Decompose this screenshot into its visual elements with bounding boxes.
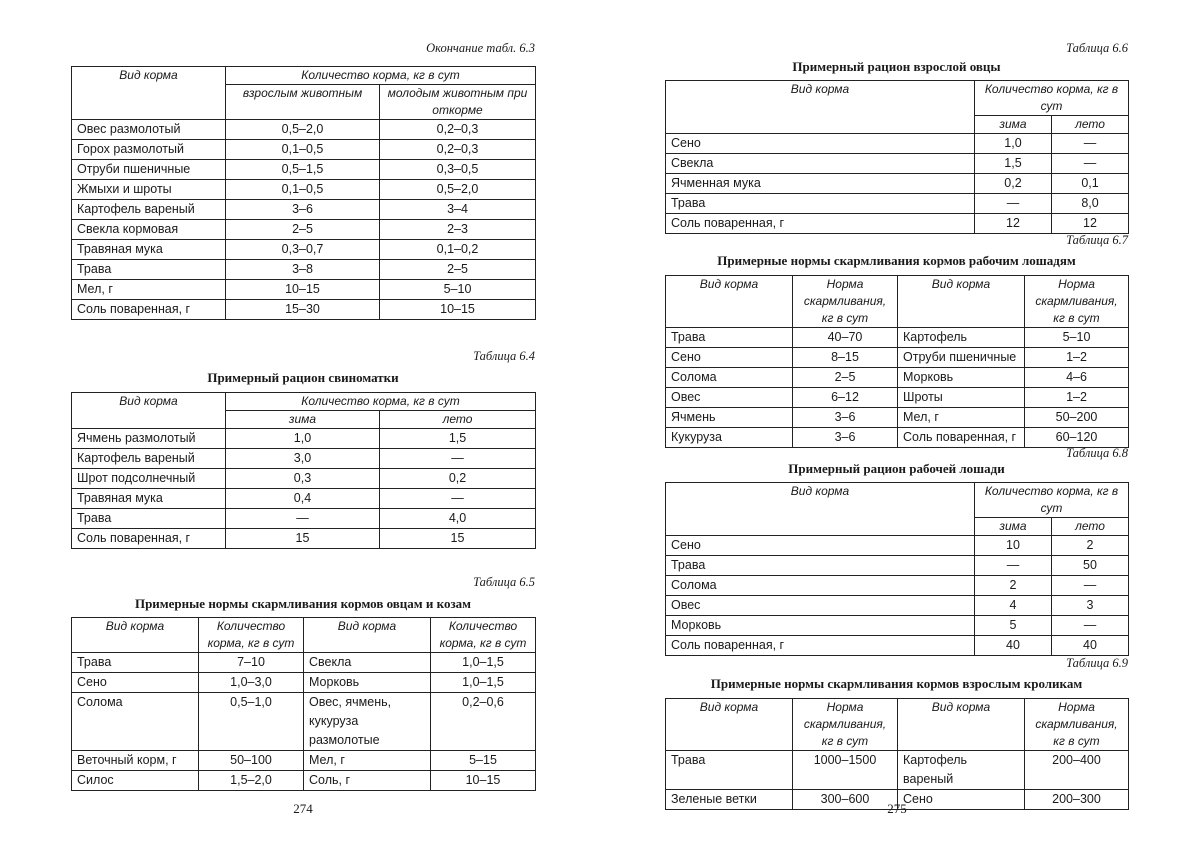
value-cell: 200–400	[1025, 751, 1129, 790]
table-6-3-body	[72, 120, 536, 320]
value-cell: 50–200	[1025, 408, 1129, 428]
table-row	[72, 429, 536, 449]
feed-name-cell: Морковь	[304, 673, 431, 693]
value-cell: 0,2–0,6	[431, 693, 536, 751]
feed-name-cell: Соль поваренная, г	[666, 214, 975, 234]
value-cell: 4–6	[1025, 368, 1129, 388]
table-6-7-title: Примерные нормы скармливания кормов рабочим лошадям	[717, 253, 1076, 268]
value-cell: 0,2	[975, 174, 1052, 194]
value-cell: 2–5	[793, 368, 898, 388]
table-6-9-title: Примерные нормы скармливания кормов взрослым кроликам	[710, 676, 1083, 691]
table-row	[666, 751, 1129, 790]
feed-name-cell: Картофель вареный	[72, 449, 226, 469]
feed-name-cell: Овес, ячмень, кукуруза размолотые	[304, 693, 431, 751]
value-cell: —	[380, 489, 536, 509]
value-cell: 6–12	[793, 388, 898, 408]
table-6-7-number: Таблица 6.7	[1066, 233, 1128, 247]
feed-name-cell: Горох размолотый	[72, 140, 226, 160]
value-cell: 0,2–0,3	[380, 120, 536, 140]
table-row	[72, 529, 536, 549]
header-feed-norm: Норма скармливания, кг в сут	[793, 276, 898, 328]
feed-name-cell: Свекла кормовая	[72, 220, 226, 240]
feed-name-cell: Сено	[666, 348, 793, 368]
table-row	[666, 576, 1129, 596]
table-row	[72, 160, 536, 180]
table-6-6	[665, 80, 1129, 234]
table-row	[666, 616, 1129, 636]
value-cell: 0,5–1,5	[226, 160, 380, 180]
table-row	[666, 368, 1129, 388]
value-cell: 1,0–3,0	[199, 673, 304, 693]
table-row	[72, 653, 536, 673]
value-cell: 5–10	[380, 280, 536, 300]
value-cell: 2	[975, 576, 1052, 596]
value-cell: 12	[975, 214, 1052, 234]
value-cell: 10–15	[380, 300, 536, 320]
value-cell: 10–15	[431, 771, 536, 791]
value-cell: 3–6	[226, 200, 380, 220]
feed-name-cell: Травяная мука	[72, 489, 226, 509]
feed-name-cell: Мел, г	[72, 280, 226, 300]
feed-name-cell: Сено	[666, 536, 975, 556]
table-row	[72, 673, 536, 693]
table-row	[72, 240, 536, 260]
value-cell: 300–600	[793, 790, 898, 810]
value-cell: 50–100	[199, 751, 304, 771]
header-summer: лето	[1052, 116, 1129, 134]
table-row	[72, 771, 536, 791]
value-cell: 1,5–2,0	[199, 771, 304, 791]
value-cell: —	[975, 556, 1052, 576]
feed-name-cell: Картофель	[898, 328, 1025, 348]
value-cell: 50	[1052, 556, 1129, 576]
value-cell: 3–8	[226, 260, 380, 280]
table-row	[72, 693, 536, 751]
feed-name-cell: Трава	[666, 194, 975, 214]
value-cell: 1,0	[975, 134, 1052, 154]
feed-name-cell: Силос	[72, 771, 199, 791]
header-summer: лето	[1052, 518, 1129, 536]
table-row	[72, 180, 536, 200]
table-row	[666, 596, 1129, 616]
table-6-6-number: Таблица 6.6	[1066, 41, 1128, 55]
header-feed-norm: Норма скармливания, кг в сут	[1025, 699, 1129, 751]
table-6-9	[665, 698, 1129, 810]
value-cell: 2–5	[380, 260, 536, 280]
feed-name-cell: Трава	[72, 653, 199, 673]
table-row	[666, 214, 1129, 234]
header-feed-quantity: Количество корма, кг в сут	[199, 618, 304, 653]
table-row	[72, 280, 536, 300]
value-cell: 2–3	[380, 220, 536, 240]
feed-name-cell: Солома	[666, 576, 975, 596]
table-6-4-number: Таблица 6.4	[473, 349, 535, 363]
table-6-8-body	[666, 536, 1129, 656]
value-cell: 0,3–0,7	[226, 240, 380, 260]
feed-name-cell: Шроты	[898, 388, 1025, 408]
table-row	[666, 536, 1129, 556]
table-6-7	[665, 275, 1129, 448]
value-cell: 3–4	[380, 200, 536, 220]
table-6-8-title: Примерный рацион рабочей лошади	[788, 461, 1005, 476]
value-cell: 4	[975, 596, 1052, 616]
table-row	[666, 328, 1129, 348]
value-cell: 0,5–1,0	[199, 693, 304, 751]
value-cell: 3,0	[226, 449, 380, 469]
feed-name-cell: Жмыхи и шроты	[72, 180, 226, 200]
value-cell: 1,0–1,5	[431, 653, 536, 673]
value-cell: 0,2	[380, 469, 536, 489]
value-cell: 3	[1052, 596, 1129, 616]
value-cell: 1,5	[380, 429, 536, 449]
table-6-5	[71, 617, 536, 791]
header-young: молодым животным при откорме	[380, 85, 536, 120]
table-row	[72, 469, 536, 489]
header-adult: взрослым животным	[226, 85, 380, 120]
table-row	[666, 388, 1129, 408]
table-row	[666, 556, 1129, 576]
feed-name-cell: Трава	[666, 556, 975, 576]
table-6-4-body	[72, 429, 536, 549]
table-6-9-number: Таблица 6.9	[1066, 656, 1128, 670]
value-cell: —	[1052, 134, 1129, 154]
header-winter: зима	[975, 518, 1052, 536]
table-6-5-title: Примерные нормы скармливания кормов овцам и козам	[134, 596, 472, 611]
page-number: 275	[887, 801, 907, 816]
feed-name-cell: Овес	[666, 388, 793, 408]
header-feed-norm: Норма скармливания, кг в сут	[793, 699, 898, 751]
feed-name-cell: Сено	[666, 134, 975, 154]
table-row	[666, 154, 1129, 174]
header-feed-kind: Вид корма	[72, 67, 226, 120]
value-cell: 0,1–0,2	[380, 240, 536, 260]
value-cell: 1000–1500	[793, 751, 898, 790]
table-6-5-body	[72, 653, 536, 791]
table-6-3	[71, 66, 536, 320]
value-cell: 200–300	[1025, 790, 1129, 810]
value-cell: 0,1	[1052, 174, 1129, 194]
feed-name-cell: Кукуруза	[666, 428, 793, 448]
table-row	[666, 428, 1129, 448]
feed-name-cell: Мел, г	[898, 408, 1025, 428]
value-cell: 8–15	[793, 348, 898, 368]
table-row	[666, 636, 1129, 656]
value-cell: 0,3–0,5	[380, 160, 536, 180]
value-cell: 0,5–2,0	[380, 180, 536, 200]
value-cell: 1–2	[1025, 388, 1129, 408]
table-row	[72, 120, 536, 140]
header-feed-quantity: Количество корма, кг в сут	[975, 81, 1129, 116]
value-cell: —	[1052, 616, 1129, 636]
feed-name-cell: Отруби пшеничные	[72, 160, 226, 180]
table-row	[72, 509, 536, 529]
header-feed-kind: Вид корма	[666, 276, 793, 328]
value-cell: 1–2	[1025, 348, 1129, 368]
feed-name-cell: Травяная мука	[72, 240, 226, 260]
value-cell: 15	[380, 529, 536, 549]
table-row	[72, 140, 536, 160]
header-feed-quantity: Количество корма, кг в сут	[226, 67, 536, 85]
feed-name-cell: Соль поваренная, г	[72, 300, 226, 320]
header-feed-quantity: Количество корма, кг в сут	[226, 393, 536, 411]
value-cell: —	[975, 194, 1052, 214]
feed-name-cell: Солома	[72, 693, 199, 751]
header-winter: зима	[226, 411, 380, 429]
header-feed-kind: Вид корма	[666, 699, 793, 751]
table-row	[72, 751, 536, 771]
feed-name-cell: Трава	[666, 751, 793, 790]
table-row	[72, 200, 536, 220]
value-cell: 3–6	[793, 408, 898, 428]
value-cell: 10–15	[226, 280, 380, 300]
value-cell: 8,0	[1052, 194, 1129, 214]
feed-name-cell: Ячмень размолотый	[72, 429, 226, 449]
value-cell: 0,4	[226, 489, 380, 509]
feed-name-cell: Морковь	[898, 368, 1025, 388]
feed-name-cell: Отруби пшеничные	[898, 348, 1025, 368]
feed-name-cell: Соль поваренная, г	[666, 636, 975, 656]
value-cell: 40	[1052, 636, 1129, 656]
header-feed-quantity: Количество корма, кг в сут	[431, 618, 536, 653]
feed-name-cell: Соль, г	[304, 771, 431, 791]
feed-name-cell: Картофель вареный	[72, 200, 226, 220]
value-cell: 5–15	[431, 751, 536, 771]
header-feed-kind: Вид корма	[898, 699, 1025, 751]
value-cell: 0,1–0,5	[226, 180, 380, 200]
header-summer: лето	[380, 411, 536, 429]
value-cell: 2–5	[226, 220, 380, 240]
table-6-8	[665, 482, 1129, 656]
table-row	[666, 174, 1129, 194]
table-row	[72, 489, 536, 509]
page-number: 274	[293, 801, 313, 816]
feed-name-cell: Трава	[72, 509, 226, 529]
feed-name-cell: Трава	[72, 260, 226, 280]
feed-name-cell: Сено	[72, 673, 199, 693]
value-cell: —	[380, 449, 536, 469]
table-row	[72, 260, 536, 280]
feed-name-cell: Веточный корм, г	[72, 751, 199, 771]
header-feed-kind: Вид корма	[72, 618, 199, 653]
header-feed-kind: Вид корма	[72, 393, 226, 429]
feed-name-cell: Морковь	[666, 616, 975, 636]
value-cell: 0,2–0,3	[380, 140, 536, 160]
value-cell: 12	[1052, 214, 1129, 234]
value-cell: 10	[975, 536, 1052, 556]
table-row	[72, 300, 536, 320]
value-cell: 1,5	[975, 154, 1052, 174]
value-cell: 0,3	[226, 469, 380, 489]
feed-name-cell: Трава	[666, 328, 793, 348]
feed-name-cell: Соль поваренная, г	[72, 529, 226, 549]
value-cell: 15	[226, 529, 380, 549]
value-cell: —	[1052, 576, 1129, 596]
value-cell: 7–10	[199, 653, 304, 673]
value-cell: 0,1–0,5	[226, 140, 380, 160]
page-275	[600, 0, 1200, 848]
value-cell: 15–30	[226, 300, 380, 320]
value-cell: 40	[975, 636, 1052, 656]
table-6-7-body	[666, 328, 1129, 448]
feed-name-cell: Ячменная мука	[666, 174, 975, 194]
table-row	[666, 194, 1129, 214]
feed-name-cell: Сено	[898, 790, 1025, 810]
table-row	[666, 134, 1129, 154]
feed-name-cell: Соль поваренная, г	[898, 428, 1025, 448]
header-feed-quantity: Количество корма, кг в сут	[975, 483, 1129, 518]
value-cell: 40–70	[793, 328, 898, 348]
value-cell: 1,0–1,5	[431, 673, 536, 693]
header-feed-kind: Вид корма	[304, 618, 431, 653]
table-6-8-number: Таблица 6.8	[1066, 446, 1128, 460]
value-cell: 1,0	[226, 429, 380, 449]
header-winter: зима	[975, 116, 1052, 134]
table-6-6-title: Примерный рацион взрослой овцы	[792, 59, 1001, 74]
value-cell: 5	[975, 616, 1052, 636]
header-feed-kind: Вид корма	[898, 276, 1025, 328]
feed-name-cell: Свекла	[666, 154, 975, 174]
feed-name-cell: Зеленые ветки	[666, 790, 793, 810]
value-cell: —	[226, 509, 380, 529]
header-feed-kind: Вид корма	[666, 81, 975, 134]
table-row	[666, 348, 1129, 368]
table-row	[666, 408, 1129, 428]
table-6-4-title: Примерный рацион свиноматки	[207, 370, 399, 385]
feed-name-cell: Ячмень	[666, 408, 793, 428]
value-cell: 3–6	[793, 428, 898, 448]
value-cell: —	[1052, 154, 1129, 174]
feed-name-cell: Картофель вареный	[898, 751, 1025, 790]
feed-name-cell: Овес размолотый	[72, 120, 226, 140]
value-cell: 60–120	[1025, 428, 1129, 448]
feed-name-cell: Солома	[666, 368, 793, 388]
table-6-6-body	[666, 134, 1129, 234]
value-cell: 0,5–2,0	[226, 120, 380, 140]
feed-name-cell: Мел, г	[304, 751, 431, 771]
header-feed-norm: Норма скармливания, кг в сут	[1025, 276, 1129, 328]
header-feed-kind: Вид корма	[666, 483, 975, 536]
value-cell: 5–10	[1025, 328, 1129, 348]
table-row	[72, 449, 536, 469]
table-6-3-number: Окончание табл. 6.3	[426, 41, 535, 55]
feed-name-cell: Овес	[666, 596, 975, 616]
feed-name-cell: Шрот подсолнечный	[72, 469, 226, 489]
value-cell: 4,0	[380, 509, 536, 529]
table-row	[72, 220, 536, 240]
feed-name-cell: Свекла	[304, 653, 431, 673]
value-cell: 2	[1052, 536, 1129, 556]
table-6-5-number: Таблица 6.5	[473, 575, 535, 589]
table-6-4	[71, 392, 536, 549]
